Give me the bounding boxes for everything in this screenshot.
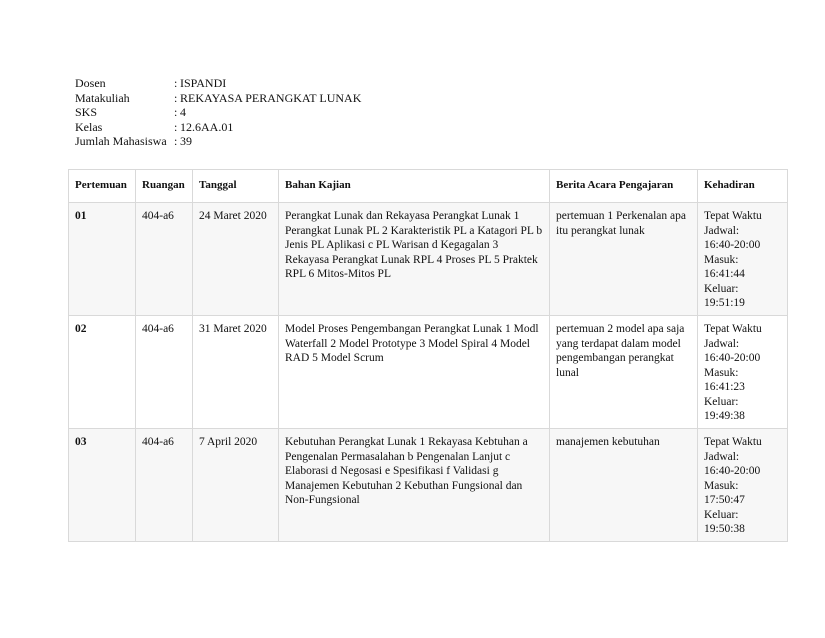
cell-bahan-kajian: Model Proses Pengembangan Perangkat Lunak 1 Modl Waterfall 2 Model Prototype 3 Model Spiral 4 Model RAD 5 Model Scrum xyxy=(279,316,550,429)
info-label: Jumlah Mahasiswa xyxy=(75,134,167,148)
cell-ruangan: 404-a6 xyxy=(136,203,193,316)
kehadiran-keluar-label: Keluar: xyxy=(704,508,739,521)
kehadiran-masuk-label: Masuk: xyxy=(704,366,739,379)
kehadiran-jadwal-value: 16:40-20:00 xyxy=(704,465,761,477)
info-value: ISPANDI xyxy=(180,76,227,90)
info-row-matakuliah xyxy=(75,91,361,106)
info-row-jumlah-mahasiswa xyxy=(75,134,361,149)
info-label: Matakuliah xyxy=(75,90,130,105)
table-row xyxy=(69,429,788,542)
kehadiran-masuk-label: Masuk: xyxy=(704,253,739,266)
info-row-dosen xyxy=(75,76,361,91)
info-label: SKS xyxy=(75,105,98,119)
kehadiran-status: Tepat Waktu xyxy=(704,323,762,335)
cell-pertemuan: 01 xyxy=(69,203,136,316)
kehadiran-keluar-label: Keluar: xyxy=(704,282,739,295)
cell-kehadiran xyxy=(698,316,788,429)
kehadiran-keluar-value: 19:49:38 xyxy=(704,410,745,422)
kehadiran-masuk-label: Masuk: xyxy=(704,479,739,492)
kehadiran-keluar-value: 19:50:38 xyxy=(704,523,745,535)
cell-ruangan: 404-a6 xyxy=(136,429,193,542)
kehadiran-status: Tepat Waktu xyxy=(704,436,762,448)
kehadiran-masuk-value: 16:41:44 xyxy=(704,268,745,280)
info-label: Dosen xyxy=(75,76,106,90)
cell-ruangan: 404-a6 xyxy=(136,316,193,429)
kehadiran-jadwal-label: Jadwal: xyxy=(704,224,740,237)
header-berita-acara: Berita Acara Pengajaran xyxy=(550,170,698,203)
info-value: 4 xyxy=(180,105,186,119)
cell-kehadiran xyxy=(698,203,788,316)
cell-tanggal: 24 Maret 2020 xyxy=(193,203,279,316)
header-pertemuan: Pertemuan xyxy=(69,170,136,203)
info-label: Kelas xyxy=(75,119,103,134)
kehadiran-masuk-value: 16:41:23 xyxy=(704,381,745,393)
attendance-table xyxy=(68,169,788,542)
cell-tanggal: 31 Maret 2020 xyxy=(193,316,279,429)
course-info xyxy=(75,76,361,149)
kehadiran-keluar-label: Keluar: xyxy=(704,395,739,408)
header-tanggal: Tanggal xyxy=(193,170,279,203)
cell-berita-acara: pertemuan 2 model apa saja yang terdapat dalam model pengembangan perangkat lunal xyxy=(550,316,698,429)
kehadiran-jadwal-label: Jadwal: xyxy=(704,337,740,350)
cell-berita-acara: manajemen kebutuhan xyxy=(550,429,698,542)
info-separator: : xyxy=(174,90,178,105)
info-value: 39 xyxy=(180,134,192,148)
cell-pertemuan: 03 xyxy=(69,429,136,542)
info-value: 12.6AA.01 xyxy=(180,119,234,134)
header-ruangan: Ruangan xyxy=(136,170,193,203)
kehadiran-jadwal-value: 16:40-20:00 xyxy=(704,352,761,364)
kehadiran-masuk-value: 17:50:47 xyxy=(704,494,745,506)
kehadiran-jadwal-label: Jadwal: xyxy=(704,450,740,463)
info-separator: : xyxy=(174,119,178,134)
info-separator: : xyxy=(174,76,178,90)
info-separator: : xyxy=(174,134,178,148)
info-value: REKAYASA PERANGKAT LUNAK xyxy=(180,90,362,105)
cell-tanggal: 7 April 2020 xyxy=(193,429,279,542)
table-header-row xyxy=(69,170,788,203)
table-row xyxy=(69,316,788,429)
kehadiran-status: Tepat Waktu xyxy=(704,210,762,222)
cell-bahan-kajian: Perangkat Lunak dan Rekayasa Perangkat Lunak 1 Perangkat Lunak PL 2 Karakteristik PL a Katagori PL b Jenis PL Aplikasi c PL Warisan d Kegagalan 3 Rekayasa Perangkat Lunak RPL 4 Proses PL 5 Praktek RPL 6 Mitos-Mitos PL xyxy=(279,203,550,316)
cell-berita-acara: pertemuan 1 Perkenalan apa itu perangkat lunak xyxy=(550,203,698,316)
header-kehadiran: Kehadiran xyxy=(698,170,788,203)
info-separator: : xyxy=(174,105,178,119)
kehadiran-jadwal-value: 16:40-20:00 xyxy=(704,239,761,251)
attendance-table-container xyxy=(68,169,785,542)
cell-pertemuan: 02 xyxy=(69,316,136,429)
cell-bahan-kajian: Kebutuhan Perangkat Lunak 1 Rekayasa Kebtuhan a Pengenalan Permasalahan b Pengenalan Lanjut c Elaborasi d Negosasi e Spesifikasi f Validasi g Manajemen Kebutuhan 2 Kebuthan Fungsional dan Non-Fungsional xyxy=(279,429,550,542)
info-row-sks xyxy=(75,105,361,120)
table-row xyxy=(69,203,788,316)
info-row-kelas xyxy=(75,120,361,135)
header-bahan-kajian: Bahan Kajian xyxy=(279,170,550,203)
kehadiran-keluar-value: 19:51:19 xyxy=(704,297,745,309)
cell-kehadiran xyxy=(698,429,788,542)
